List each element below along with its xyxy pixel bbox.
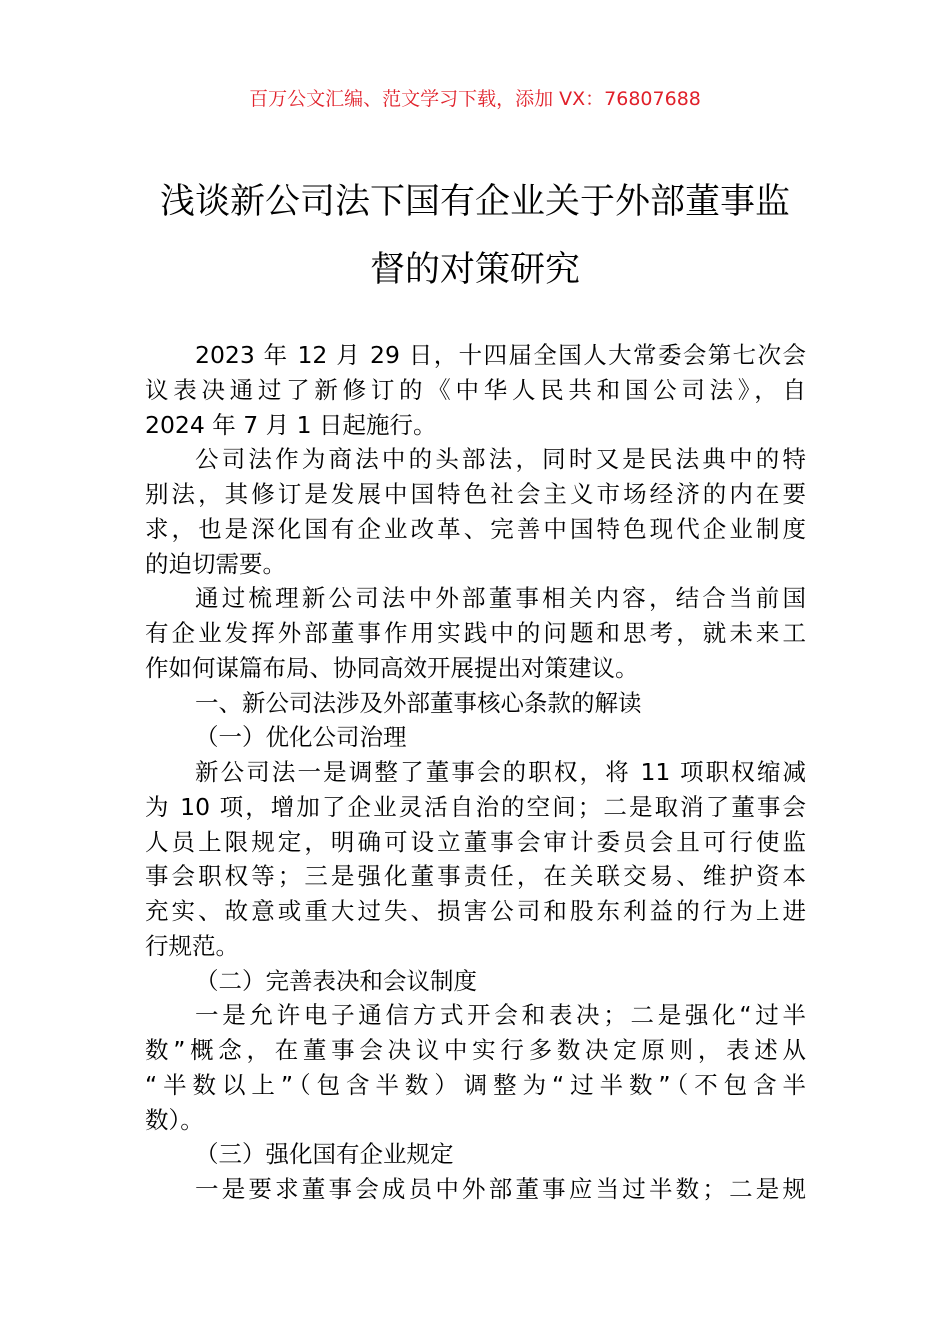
body-text-line: 求，也是深化国有企业改革、完善中国特色现代企业制度: [145, 514, 806, 543]
body-text-line: 的迫切需要。: [145, 549, 286, 578]
body-text-line: 新公司法一是调整了董事会的职权，将 11 项职权缩减: [195, 758, 806, 786]
section-heading: （三）强化国有企业规定: [195, 1140, 454, 1169]
body-text-line: 行规范。: [145, 931, 239, 960]
section-heading: （二）完善表决和会议制度: [195, 966, 477, 995]
body-text-line: 充实、故意或重大过失、损害公司和股东利益的行为上进: [145, 897, 806, 925]
document-body: [145, 338, 806, 1207]
body-text-line: 别法，其修订是发展中国特色社会主义市场经济的内在要: [145, 480, 806, 508]
body-text-line: 2023 年 12 月 29 日，十四届全国人大常委会第七次会: [195, 341, 806, 369]
section-heading: （一）优化公司治理: [195, 723, 407, 752]
body-text-line: 公司法作为商法中的头部法，同时又是民法典中的特: [195, 445, 806, 474]
body-text-line: “半数以上”（包含半数）调整为“过半数”（不包含半: [145, 1070, 806, 1099]
body-text-line: 为 10 项，增加了企业灵活自治的空间；二是取消了董事会: [145, 792, 806, 821]
body-text-line: 作如何谋篇布局、协同高效开展提出对策建议。: [145, 653, 639, 682]
body-text-line: 事会职权等；三是强化董事责任，在关联交易、维护资本: [145, 862, 806, 891]
body-text-line: 一是要求董事会成员中外部董事应当过半数；二是规: [195, 1175, 806, 1203]
body-text-line: 议表决通过了新修订的《中华人民共和国公司法》，自: [145, 375, 806, 404]
section-heading: 一、新公司法涉及外部董事核心条款的解读: [195, 688, 642, 717]
body-text-line: 一是允许电子通信方式开会和表决；二是强化“过半: [195, 1001, 806, 1030]
body-text-line: 通过梳理新公司法中外部董事相关内容，结合当前国: [195, 584, 806, 613]
body-text-line: 人员上限规定，明确可设立董事会审计委员会且可行使监: [145, 827, 806, 856]
document-title-line-1: 浅谈新公司法下国有企业关于外部董事监: [159, 182, 790, 222]
body-text-line: 数）。: [145, 1105, 204, 1134]
body-text-line: 数”概念，在董事会决议中实行多数决定原则，表述从: [145, 1036, 806, 1064]
watermark-banner: 百万公文汇编、范文学习下载，添加 VX：76807688: [249, 88, 701, 110]
document-title-line-2: 督的对策研究: [369, 250, 580, 290]
body-text-line: 2024 年 7 月 1 日起施行。: [145, 410, 437, 439]
body-text-line: 有企业发挥外部董事作用实践中的问题和思考，就未来工: [145, 619, 806, 647]
